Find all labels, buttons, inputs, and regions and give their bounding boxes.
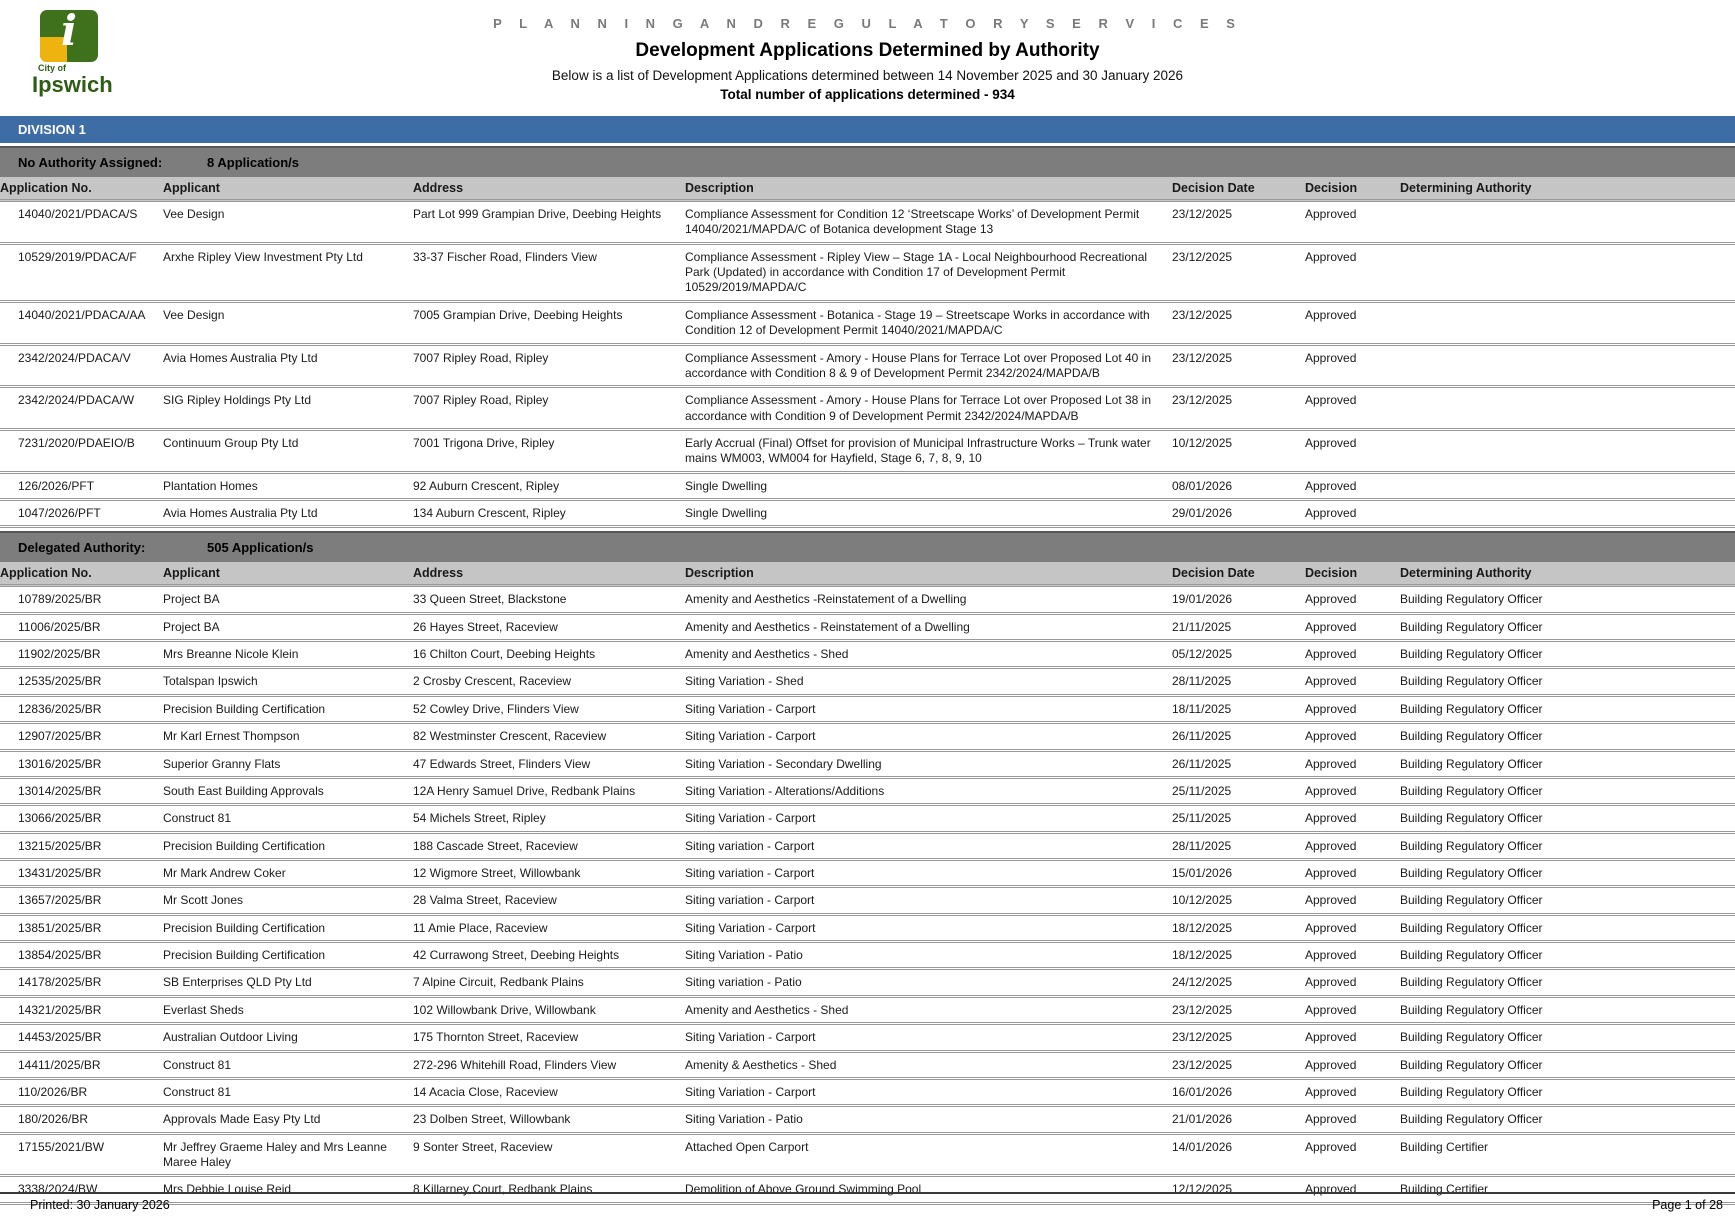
cell-decision: Approved [1305,701,1357,716]
cell-applicant: Arxhe Ripley View Investment Pty Ltd [163,249,363,264]
cell-authority [1400,243,1735,301]
table-body [0,201,1735,527]
cell-decision_date: 18/12/2025 [1172,920,1233,935]
cell-description: Siting Variation - Carport [685,1084,816,1099]
cell-decision_date: 14/01/2026 [1172,1139,1233,1154]
cell-applicant: Project BA [163,619,220,634]
cell-address: 47 Edwards Street, Flinders View [413,756,591,771]
column-header: Decision [1305,177,1400,201]
cell-applicant: Mrs Breanne Nicole Klein [163,647,299,662]
cell-description: Siting variation - Carport [685,865,815,880]
cell-decision_date: 23/12/2025 [1172,249,1233,264]
cell-authority: Building Regulatory Officer [1400,1112,1543,1127]
cell-authority: Building Regulatory Officer [1400,647,1543,662]
table-row [0,586,1735,613]
cell-address: 54 Michels Street, Ripley [413,811,546,826]
table-row [0,429,1735,472]
table-row [0,750,1735,777]
cell-app_no: 110/2026/BR [18,1084,88,1099]
cell-decision_date: 23/12/2025 [1172,350,1233,365]
cell-app_no: 126/2026/PFT [18,478,95,493]
cell-decision_date: 18/11/2025 [1172,701,1232,716]
cell-app_no: 14040/2021/PDACA/S [18,207,138,221]
cell-applicant: Mr Scott Jones [163,893,244,908]
cell-decision: Approved [1305,435,1357,450]
cell-decision: Approved [1305,506,1357,521]
page-header [0,0,1735,108]
column-header: Determining Authority [1400,562,1735,586]
cell-app_no: 12836/2025/BR [18,701,102,716]
table-row [0,887,1735,914]
cell-decision_date: 25/11/2025 [1172,811,1232,826]
table-row [0,201,1735,244]
logo-city-of-text: City of [38,63,66,73]
cell-applicant: Construct 81 [163,1084,232,1099]
cell-app_no: 7231/2020/PDAEIO/B [18,435,135,450]
cell-app_no: 10529/2019/PDACA/F [18,249,137,264]
printed-date: Printed: 30 January 2026 [30,1198,170,1212]
cell-applicant: Precision Building Certification [163,948,326,963]
cell-decision: Approved [1305,975,1357,990]
cell-decision_date: 28/11/2025 [1172,674,1232,689]
cell-description: Attached Open Carport [685,1139,809,1154]
cell-description: Siting Variation - Shed [685,674,804,689]
cell-authority: Building Regulatory Officer [1400,592,1543,607]
cell-decision: Approved [1305,893,1357,908]
cell-decision_date: 28/11/2025 [1172,838,1232,853]
cell-app_no: 11006/2025/BR [18,619,101,634]
column-header: Determining Authority [1400,177,1735,201]
cell-applicant: Australian Outdoor Living [163,1030,298,1045]
cell-decision: Approved [1305,838,1357,853]
table-row [0,914,1735,941]
cell-decision: Approved [1305,647,1357,662]
cell-description: Siting Variation - Carport [685,811,816,826]
section-header-bar [0,531,1735,562]
cell-applicant: Continuum Group Pty Ltd [163,435,299,450]
cell-authority [1400,201,1735,244]
cell-app_no: 13851/2025/BR [18,920,102,935]
cell-description: Amenity and Aesthetics -Reinstatement of a Dwelling [685,592,967,607]
cell-decision: Approved [1305,393,1357,408]
cell-description: Demolition of Above Ground Swimming Pool [685,1182,922,1197]
page-number: Page 1 of 28 [1652,1198,1723,1212]
cell-description: Siting Variation - Patio [685,948,803,963]
cell-description: Early Accrual (Final) Offset for provision of Municipal Infrastructure Works – Trunk water mains WM003, WM004 for Hayfield, Stage 6, 7, 8, 9, 10 [685,435,1151,466]
cell-authority: Building Certifier [1400,1182,1489,1197]
cell-decision: Approved [1305,948,1357,963]
cell-authority: Building Regulatory Officer [1400,619,1543,634]
table-header [0,562,1735,586]
cell-decision: Approved [1305,1084,1357,1099]
cell-app_no: 11902/2025/BR [18,647,101,662]
table-body [0,586,1735,1203]
table-row [0,942,1735,969]
cell-app_no: 14040/2021/PDACA/AA [18,307,146,322]
sections-container [0,146,1735,1205]
table-row [0,387,1735,430]
column-header: Address [413,562,685,586]
total-applications: Total number of applications determined - 934 [720,87,1015,102]
cell-decision: Approved [1305,478,1357,493]
cell-description: Compliance Assessment for Condition 12 ‘Streetscape Works’ of Development Permit 14040/2021/MAPDA/C of Botanica development Stage 13 [685,207,1140,237]
cell-decision_date: 15/01/2026 [1172,865,1233,880]
cell-authority [1400,472,1735,499]
cell-description: Single Dwelling [685,478,768,493]
cell-authority: Building Regulatory Officer [1400,975,1543,990]
table-row [0,805,1735,832]
cell-app_no: 13657/2025/BR [18,893,102,908]
table-row [0,500,1735,527]
table-row [0,344,1735,387]
table-row [0,668,1735,695]
cell-decision_date: 21/11/2025 [1172,619,1232,634]
table-row [0,996,1735,1023]
cell-address: 7005 Grampian Drive, Deebing Heights [413,307,623,322]
cell-applicant: SB Enterprises QLD Pty Ltd [163,975,312,990]
cell-address: 175 Thornton Street, Raceview [413,1030,579,1045]
department-heading: P L A N N I N G A N D R E G U L A T O R Y S E R V I C E S [493,16,1242,31]
table-row [0,1078,1735,1105]
column-header: Application No. [0,177,163,201]
cell-decision_date: 26/11/2025 [1172,756,1232,771]
cell-app_no: 17155/2021/BW [18,1139,105,1154]
cell-decision: Approved [1305,811,1357,826]
table-row [0,969,1735,996]
cell-address: 7007 Ripley Road, Ripley [413,350,549,365]
column-header: Applicant [163,562,413,586]
cell-description: Amenity and Aesthetics - Shed [685,1002,849,1017]
cell-address: 82 Westminster Crescent, Raceview [413,729,607,744]
cell-authority: Building Regulatory Officer [1400,811,1543,826]
table-row [0,1133,1735,1176]
cell-app_no: 2342/2024/PDACA/W [18,393,135,408]
cell-address: 9 Sonter Street, Raceview [413,1139,553,1154]
cell-applicant: Avia Homes Australia Pty Ltd [163,506,318,521]
cell-decision_date: 05/12/2025 [1172,647,1233,662]
table-row [0,641,1735,668]
cell-authority: Building Certifier [1400,1139,1489,1154]
table-row [0,859,1735,886]
cell-address: 33-37 Fischer Road, Flinders View [413,249,597,264]
cell-address: 23 Dolben Street, Willowbank [413,1112,571,1127]
cell-applicant: Mr Jeffrey Graeme Haley and Mrs Leanne Maree Haley [163,1139,387,1169]
cell-description: Compliance Assessment - Botanica - Stage 19 – Streetscape Works in accordance with Condition 12 of Development Permit 14040/2021/MAPDA/C [685,307,1150,338]
logo-i-glyph: i [61,6,77,55]
cell-description: Siting Variation - Patio [685,1112,803,1127]
cell-app_no: 12535/2025/BR [18,674,102,689]
applications-table [0,177,1735,528]
cell-decision: Approved [1305,1182,1357,1197]
cell-applicant: Vee Design [163,307,225,322]
cell-decision: Approved [1305,207,1357,221]
cell-app_no: 180/2026/BR [18,1112,89,1127]
cell-authority [1400,500,1735,527]
table-row [0,1106,1735,1133]
applications-table [0,562,1735,1204]
cell-decision: Approved [1305,1030,1357,1045]
cell-authority [1400,301,1735,344]
cell-address: 16 Chilton Court, Deebing Heights [413,647,596,662]
cell-app_no: 14453/2025/BR [18,1030,102,1045]
cell-decision: Approved [1305,865,1357,880]
cell-authority: Building Regulatory Officer [1400,756,1543,771]
cell-authority [1400,429,1735,472]
cell-address: Part Lot 999 Grampian Drive, Deebing Heights [413,207,662,221]
cell-applicant: Mr Mark Andrew Coker [163,865,286,880]
cell-description: Compliance Assessment - Amory - House Plans for Terrace Lot over Proposed Lot 40 in accordance with Condition 8 & 9 of Development Permit 2342/2024/MAPDA/B [685,350,1152,380]
cell-description: Siting variation - Patio [685,975,802,990]
cell-description: Siting Variation - Carport [685,1030,816,1045]
cell-decision: Approved [1305,920,1357,935]
column-header: Decision Date [1172,562,1305,586]
cell-address: 7 Alpine Circuit, Redbank Plains [413,975,584,990]
cell-authority: Building Regulatory Officer [1400,674,1543,689]
cell-decision: Approved [1305,1057,1357,1072]
cell-address: 12A Henry Samuel Drive, Redbank Plains [413,783,636,798]
cell-address: 188 Cascade Street, Raceview [413,838,578,853]
cell-applicant: Project BA [163,592,220,607]
cell-app_no: 13066/2025/BR [18,811,102,826]
cell-description: Compliance Assessment - Amory - House Plans for Terrace Lot over Proposed Lot 38 in accordance with Condition 9 of Development Permit 2342/2024/MAPDA/B [685,393,1152,423]
cell-authority: Building Regulatory Officer [1400,1084,1543,1099]
cell-applicant: Avia Homes Australia Pty Ltd [163,350,318,365]
cell-address: 42 Currawong Street, Deebing Heights [413,948,620,963]
cell-applicant: Approvals Made Easy Pty Ltd [163,1112,321,1127]
cell-applicant: Precision Building Certification [163,701,326,716]
column-header: Decision Date [1172,177,1305,201]
cell-app_no: 13016/2025/BR [18,756,102,771]
cell-app_no: 13431/2025/BR [18,865,102,880]
column-header: Application No. [0,562,163,586]
cell-address: 102 Willowbank Drive, Willowbank [413,1002,596,1017]
cell-address: 14 Acacia Close, Raceview [413,1084,558,1099]
cell-applicant: Vee Design [163,207,225,221]
cell-address: 8 Killarney Court, Redbank Plains [413,1182,593,1197]
table-row [0,613,1735,640]
cell-decision: Approved [1305,729,1357,744]
cell-applicant: Mr Karl Ernest Thompson [163,729,300,744]
cell-authority [1400,344,1735,387]
cell-decision_date: 21/01/2026 [1172,1112,1233,1127]
table-header [0,177,1735,201]
cell-applicant: Plantation Homes [163,478,258,493]
cell-description: Amenity & Aesthetics - Shed [685,1057,837,1072]
cell-address: 134 Auburn Crescent, Ripley [413,506,566,521]
cell-applicant: Precision Building Certification [163,920,326,935]
cell-decision_date: 10/12/2025 [1172,435,1233,450]
division-bar: DIVISION 1 [0,116,1735,143]
cell-description: Amenity and Aesthetics - Reinstatement of a Dwelling [685,619,970,634]
cell-authority: Building Regulatory Officer [1400,920,1543,935]
cell-decision: Approved [1305,783,1357,798]
cell-description: Siting Variation - Carport [685,920,816,935]
cell-app_no: 13014/2025/BR [18,783,102,798]
cell-description: Compliance Assessment - Ripley View – Stage 1A - Local Neighbourhood Recreational Park (Updated) in accordance with Condition 17 of Development Permit 10529/2019/MAPDA/C [685,249,1148,295]
table-row [0,777,1735,804]
cell-decision_date: 23/12/2025 [1172,393,1233,408]
cell-decision_date: 10/12/2025 [1172,893,1233,908]
cell-applicant: SIG Ripley Holdings Pty Ltd [163,393,312,408]
cell-applicant: Mrs Debbie Louise Reid [163,1182,292,1197]
page-footer [0,1192,1735,1212]
cell-description: Siting Variation - Alterations/Additions [685,783,885,798]
cell-applicant: South East Building Approvals [163,783,324,798]
cell-app_no: 13215/2025/BR [18,838,102,853]
table-row [0,723,1735,750]
cell-decision_date: 23/12/2025 [1172,1002,1233,1017]
cell-description: Amenity and Aesthetics - Shed [685,647,849,662]
cell-address: 52 Cowley Drive, Flinders View [413,701,579,716]
cell-description: Siting Variation - Secondary Dwelling [685,756,882,771]
cell-description: Siting Variation - Carport [685,729,816,744]
cell-app_no: 14411/2025/BR [18,1057,101,1072]
cell-authority: Building Regulatory Officer [1400,838,1543,853]
cell-app_no: 14178/2025/BR [18,975,102,990]
cell-app_no: 13854/2025/BR [18,948,102,963]
cell-decision_date: 08/01/2026 [1172,478,1233,493]
table-row [0,1024,1735,1051]
cell-decision: Approved [1305,592,1357,607]
table-row [0,243,1735,301]
column-header: Description [685,177,1172,201]
cell-address: 7001 Trigona Drive, Ripley [413,435,555,450]
cell-app_no: 12907/2025/BR [18,729,102,744]
cell-authority: Building Regulatory Officer [1400,948,1543,963]
cell-decision_date: 23/12/2025 [1172,1057,1233,1072]
cell-authority [1400,387,1735,430]
cell-decision_date: 25/11/2025 [1172,783,1232,798]
cell-decision: Approved [1305,350,1357,365]
column-header: Description [685,562,1172,586]
cell-app_no: 1047/2026/PFT [18,506,101,521]
section-count: 8 Application/s [207,155,299,170]
table-header-row [0,562,1735,586]
section-count: 505 Application/s [207,540,314,556]
cell-applicant: Construct 81 [163,1057,232,1072]
header-titles [0,10,1735,102]
cell-decision_date: 29/01/2026 [1172,506,1233,521]
cell-decision_date: 23/12/2025 [1172,307,1233,322]
cell-app_no: 2342/2024/PDACA/V [18,350,131,365]
cell-applicant: Everlast Sheds [163,1002,244,1017]
column-header: Applicant [163,177,413,201]
column-header: Decision [1305,562,1400,586]
page-title: Development Applications Determined by Authority [635,40,1100,61]
city-of-ipswich-logo [30,6,126,97]
cell-address: 2 Crosby Crescent, Raceview [413,674,572,689]
cell-address: 28 Valma Street, Raceview [413,893,557,908]
cell-authority: Building Regulatory Officer [1400,893,1543,908]
section-title: Delegated Authority: [18,540,146,556]
cell-authority: Building Regulatory Officer [1400,1030,1543,1045]
cell-decision_date: 19/01/2026 [1172,592,1233,607]
cell-decision_date: 12/12/2025 [1172,1182,1233,1197]
cell-authority: Building Regulatory Officer [1400,729,1543,744]
cell-applicant: Precision Building Certification [163,838,326,853]
cell-decision: Approved [1305,249,1357,264]
cell-decision: Approved [1305,674,1357,689]
cell-decision: Approved [1305,1139,1357,1154]
cell-decision_date: 23/12/2025 [1172,1030,1233,1045]
cell-app_no: 3338/2024/BW [18,1182,98,1197]
cell-address: 92 Auburn Crescent, Ripley [413,478,560,493]
cell-description: Siting Variation - Carport [685,701,816,716]
cell-description: Siting variation - Carport [685,893,815,908]
cell-decision: Approved [1305,756,1357,771]
cell-authority: Building Regulatory Officer [1400,1002,1543,1017]
cell-applicant: Totalspan Ipswich [163,674,258,689]
column-header: Address [413,177,685,201]
section-header-bar [0,146,1735,177]
cell-decision: Approved [1305,1112,1357,1127]
cell-description: Siting variation - Carport [685,838,815,853]
cell-address: 33 Queen Street, Blackstone [413,592,567,607]
cell-address: 272-296 Whitehill Road, Flinders View [413,1057,617,1072]
cell-decision: Approved [1305,1002,1357,1017]
cell-app_no: 10789/2025/BR [18,592,102,607]
cell-address: 7007 Ripley Road, Ripley [413,393,549,408]
table-header-row [0,177,1735,201]
cell-decision_date: 16/01/2026 [1172,1084,1233,1099]
table-row [0,1051,1735,1078]
cell-authority: Building Regulatory Officer [1400,1057,1543,1072]
table-row [0,301,1735,344]
logo-ipswich-text: Ipswich [32,72,113,97]
page-subtitle: Below is a list of Development Applications determined between 14 November 2025 and 30 January 2026 [551,68,1184,83]
cell-address: 26 Hayes Street, Raceview [413,619,558,634]
cell-authority: Building Regulatory Officer [1400,701,1543,716]
cell-decision_date: 23/12/2025 [1172,207,1233,221]
cell-decision: Approved [1305,619,1357,634]
logo-mark [40,6,98,62]
cell-description: Single Dwelling [685,506,768,521]
cell-applicant: Construct 81 [163,811,232,826]
section-title: No Authority Assigned: [18,155,163,170]
table-row [0,695,1735,722]
cell-app_no: 14321/2025/BR [18,1002,102,1017]
cell-decision_date: 24/12/2025 [1172,975,1233,990]
cell-decision: Approved [1305,307,1357,322]
cell-authority: Building Regulatory Officer [1400,783,1543,798]
table-row [0,832,1735,859]
cell-address: 11 Amie Place, Raceview [413,920,548,935]
cell-authority: Building Regulatory Officer [1400,865,1543,880]
cell-decision_date: 26/11/2025 [1172,729,1232,744]
cell-address: 12 Wigmore Street, Willowbank [413,865,581,880]
cell-applicant: Superior Granny Flats [163,756,281,771]
table-row [0,472,1735,499]
cell-decision_date: 18/12/2025 [1172,948,1233,963]
